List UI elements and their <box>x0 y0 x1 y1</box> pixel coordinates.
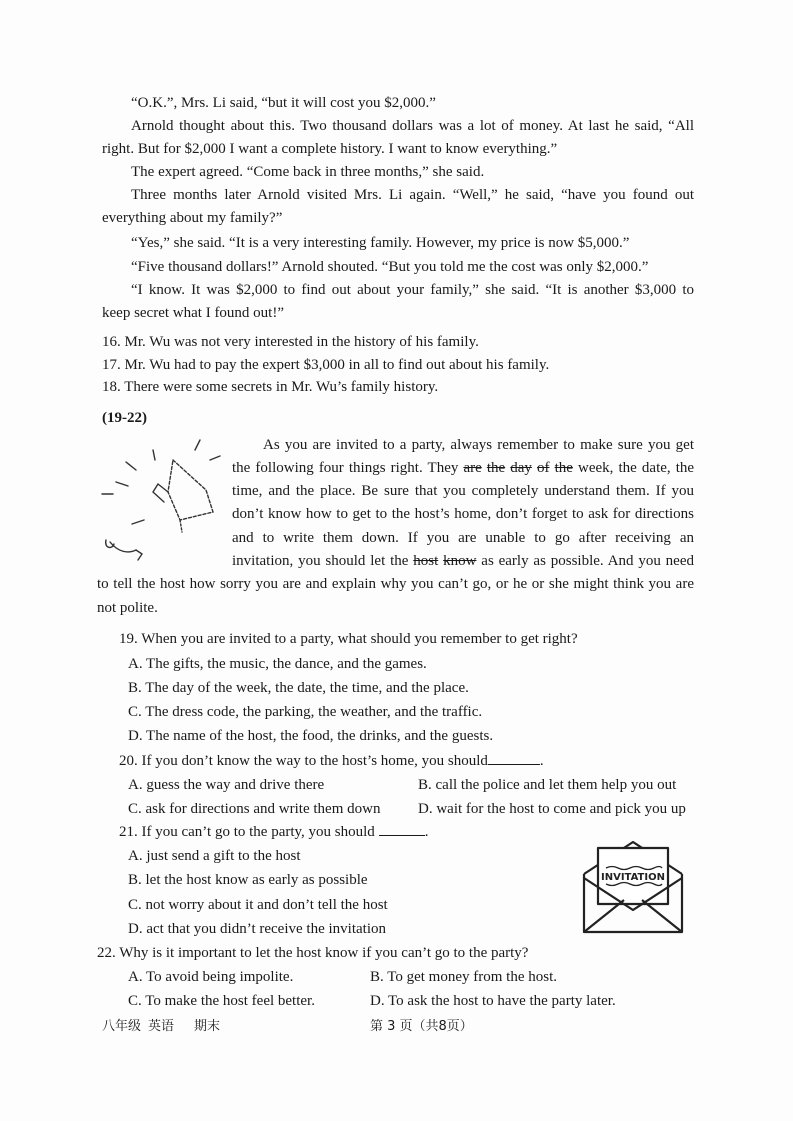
question-20-option-a: A. guess the way and drive there <box>128 777 325 793</box>
struck-word: of <box>537 460 550 476</box>
question-21-option-b: B. let the host know as early as possible <box>128 872 368 888</box>
envelope-label: INVITATION <box>601 872 665 883</box>
footer-grade: 八年级 <box>102 1019 142 1034</box>
statement-16: 16. Mr. Wu was not very interested in the history of his family. <box>102 334 479 350</box>
story-paragraph-1: “O.K.”, Mrs. Li said, “but it will cost you $2,000.” <box>131 95 436 111</box>
question-22-stem: 22. Why is it important to let the host know if you can’t go to the party? <box>97 945 529 961</box>
answer-blank <box>488 751 540 765</box>
question-22-option-d: D. To ask the host to have the party later. <box>370 993 616 1009</box>
passage-line-5: and to write them down. If you are unable to go after receiving an <box>232 530 694 546</box>
question-21-option-d: D. act that you didn’t receive the invitation <box>128 921 386 937</box>
question-21-stem-text: 21. If you can’t go to the party, you should <box>119 824 375 840</box>
question-20-stem-text: 20. If you don’t know the way to the host’s home, you should <box>119 753 488 769</box>
question-22-option-b: B. To get money from the host. <box>370 969 557 985</box>
question-19-option-b: B. The day of the week, the date, the time, and the place. <box>128 680 469 696</box>
struck-word: the <box>486 460 506 476</box>
megaphone-icon <box>98 432 223 577</box>
passage-line-4: don’t know how to get to the host’s home, don’t forget to ask for directions <box>232 506 694 522</box>
story-paragraph-2-line-1: Arnold thought about this. Two thousand dollars was a lot of money. At last he said, “All <box>131 118 694 134</box>
passage-line-6-text-b: as early as possible. And you need <box>476 553 694 569</box>
section-label: (19-22) <box>102 410 147 426</box>
question-20-option-d: D. wait for the host to come and pick you up <box>418 801 686 817</box>
story-paragraph-7-line-1: “I know. It was $2,000 to find out about your family,” she said. “It is another $3,000 to <box>131 282 694 298</box>
question-21-stem <box>119 822 429 842</box>
statement-18: 18. There were some secrets in Mr. Wu’s family history. <box>102 379 439 395</box>
story-paragraph-4-line-1: Three months later Arnold visited Mrs. Li again. “Well,” he said, “have you found out <box>131 187 694 203</box>
story-paragraph-7-line-2: keep secret what I found out!” <box>102 305 285 321</box>
passage-line-2-text-a: the following four things right. They <box>232 460 464 476</box>
story-paragraph-2-line-2: right. But for $2,000 I want a complete history. I want to know everything.” <box>102 141 558 157</box>
passage-line-1: As you are invited to a party, always remember to make sure you get <box>263 437 694 453</box>
story-paragraph-6: “Five thousand dollars!” Arnold shouted. “But you told me the cost was only $2,000.” <box>131 259 649 275</box>
struck-word: host <box>413 553 439 569</box>
question-20-stem-end: . <box>539 753 544 769</box>
struck-word: know <box>443 553 477 569</box>
question-22-option-c: C. To make the host feel better. <box>128 993 315 1009</box>
footer-page-number: 第 3 页（共8页） <box>370 1019 473 1034</box>
struck-word: day <box>510 460 532 476</box>
passage-line-7: to tell the host how sorry you are and explain why you can’t go, or he or she might think you are <box>97 576 694 592</box>
footer-exam: 期末 <box>194 1019 221 1034</box>
question-20-option-b: B. call the police and let them help you out <box>418 777 677 793</box>
passage-line-8: not polite. <box>97 600 158 616</box>
struck-word: the <box>554 460 573 476</box>
passage-line-3: time, and the place. Be sure that you completely understand them. If you <box>232 483 694 499</box>
question-19-option-a: A. The gifts, the music, the dance, and the games. <box>128 656 427 672</box>
passage-line-6 <box>232 551 694 571</box>
question-21-stem-end: . <box>424 824 429 840</box>
invitation-envelope-icon <box>580 838 686 936</box>
question-19-option-c: C. The dress code, the parking, the weather, and the traffic. <box>128 704 483 720</box>
question-20-option-c: C. ask for directions and write them down <box>128 801 381 817</box>
question-19-option-d: D. The name of the host, the food, the drinks, and the guests. <box>128 728 494 744</box>
statement-17: 17. Mr. Wu had to pay the expert $3,000 in all to find out about his family. <box>102 357 550 373</box>
footer-subject: 英语 <box>148 1019 175 1034</box>
story-paragraph-3: The expert agreed. “Come back in three months,” she said. <box>131 164 485 180</box>
answer-blank <box>379 822 425 836</box>
struck-word: are <box>463 460 482 476</box>
story-paragraph-5: “Yes,” she said. “It is a very interesting family. However, my price is now $5,000.” <box>131 235 630 251</box>
question-20-stem <box>119 751 544 771</box>
story-paragraph-4-line-2: everything about my family?” <box>102 210 283 226</box>
passage-line-6-text-a: invitation, you should let the <box>232 553 414 569</box>
question-19-stem: 19. When you are invited to a party, what should you remember to get right? <box>119 631 578 647</box>
passage-line-2 <box>232 458 694 478</box>
question-21-option-c: C. not worry about it and don’t tell the host <box>128 897 388 913</box>
passage-line-2-text-b: week, the date, the <box>572 460 695 476</box>
question-21-option-a: A. just send a gift to the host <box>128 848 301 864</box>
question-22-option-a: A. To avoid being impolite. <box>128 969 294 985</box>
